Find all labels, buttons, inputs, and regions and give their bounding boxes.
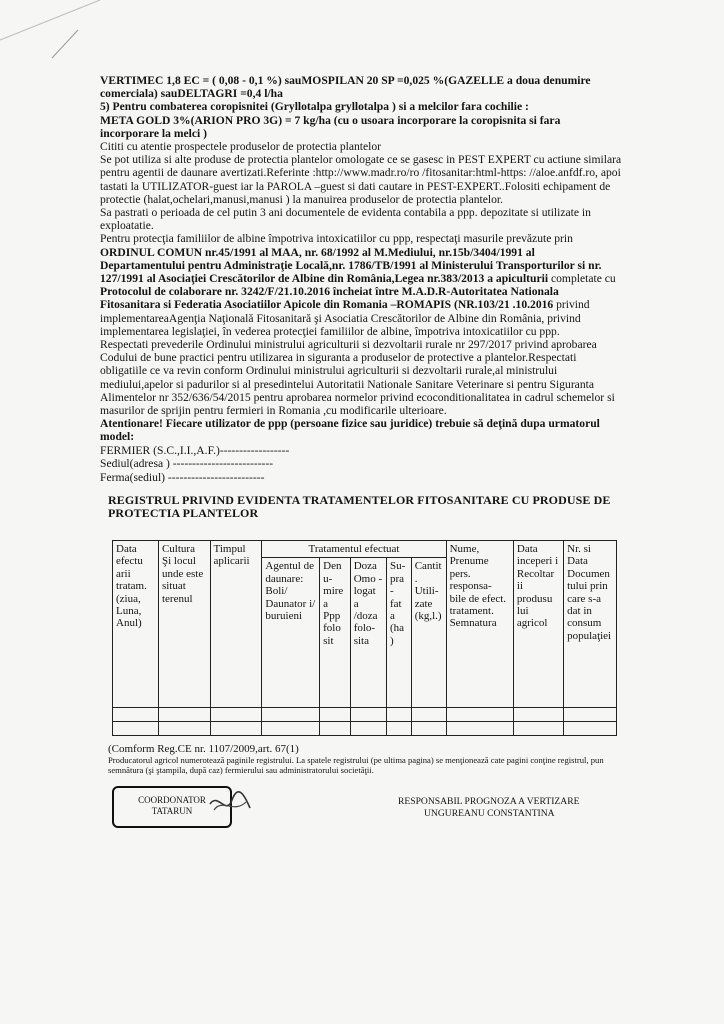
header-timpul-aplicarii: Timpul aplicarii bbox=[210, 541, 262, 708]
read-instructions: Cititi cu atentie prospectele produselor de protectia plantelor bbox=[100, 140, 382, 154]
meta-gold-line: META GOLD 3%(ARION PRO 3G) = 7 kg/ha (cu o usoara incorporare la coropisnita si fara incorporare la melci ) bbox=[100, 113, 561, 140]
header-suprafata: Su- pra - fat a (ha ) bbox=[387, 558, 412, 708]
regulation-reference: (Comform Reg.CE nr. 1107/2009,art. 67(1) bbox=[108, 743, 299, 755]
treatment-register-table bbox=[112, 540, 617, 736]
header-doza: Doza Omo - logat a /doza folo- sita bbox=[350, 558, 386, 708]
responsible-title: RESPONSABIL PROGNOZA A VERTIZARE bbox=[398, 796, 580, 807]
responsible-name: UNGUREANU CONSTANTINA bbox=[424, 807, 555, 819]
ferma-field: Ferma(sediul) ------------------------- bbox=[100, 470, 265, 484]
header-nume-responsabil: Nume, Prenume pers. responsa- bile de efect. tratament. Semnatura bbox=[446, 541, 513, 708]
table-row bbox=[113, 722, 617, 736]
good-practice-paragraph: Respectati prevederile Ordinului ministrului agriculturii si dezvoltarii rurale nr 297/2017 privind aprobarea Codului de bune practici pentru utilizarea in siguranta a produselor de protective a plantelor.Respectati obligatiile ce va revin conform Ordinului ministrului agriculturii si dezvoltarii rurale,al ministrului mediului,apelor si padurilor si al presedintelui Autoritatii Nationale Sanitare Veterinare si pentru Siguranta Alimentelor nr 352/636/54/2015 pentru aprobarea normelor privind ecoconditionalitatea in cadrul schemelor si masurilor de sprijin pentru fermieri in Romania ,cu modificarile ulterioare. bbox=[100, 338, 615, 418]
header-data-efectuarii: Data efectu arii tratam. (ziua, Luna, Anul) bbox=[113, 541, 159, 708]
document-body bbox=[100, 74, 622, 525]
sediul-field: Sediul(adresa ) -------------------------- bbox=[100, 457, 274, 471]
bees-protection-paragraph: Pentru protecţia familiilor de albine împotriva intoxicatiilor cu ppp, respectaţi masurile prevăzute prin ORDINUL COMUN nr.45/1991 al MAA, nr. 68/1992 al M.Mediului, nr.15b/3404/1991 al Departamentului pentru Administraţie Locală,nr. 1786/TB/1991 al Ministerului Transporturilor si nr. 127/1991 al Asociaţiei Crescătorilor de Albine din România,Legea nr.383/2013 a apiculturii completate cu Protocolul de colaborare nr. 3242/F/21.10.2016 încheiat între M.A.D.R-Autoritatea Nationala Fitosanitara si Federatia Asociatiilor Apicole din Romania –ROMAPIS (NR.103/21 .10.2016 privind implementareaAgenţia Naţională Fitosanitară şi Asociatia Crescătorilor de Albine din România, privind implementarea legislaţiei, în vederea protecţiei familiilor de albine, împotriva intoxicatiilor cu ppp. bbox=[100, 232, 616, 338]
records-paragraph: Sa pastrati o perioada de cel putin 3 ani documentele de evidenta contabila a ppp. depozitate si utilizate in exploatatie. bbox=[100, 206, 591, 233]
header-nr-document: Nr. si Data Documen tului prin care s-a dat in consum populaţiei bbox=[564, 541, 617, 708]
page-fold-mark bbox=[0, 0, 120, 80]
register-title: REGISTRUL PRIVIND EVIDENTA TRATAMENTELOR FITOSANITARE CU PRODUSE DE PROTECTIA PLANTELOR bbox=[108, 492, 611, 521]
header-cultura: Cultura Şi locul unde este situat terenul bbox=[158, 541, 210, 708]
header-agentul-de-daunare: Agentul de daunare: Boli/ Daunator i/ buruieni bbox=[262, 558, 320, 708]
header-tratamentul-efectuat: Tratamentul efectuat bbox=[262, 541, 446, 558]
treatment-line-vertimec: VERTIMEC 1,8 EC = ( 0,08 - 0,1 %) sauMOSPILAN 20 SP =0,025 %(GAZELLE a doua denumire comerciala) sauDELTAGRI =0,4 l/ha bbox=[100, 74, 591, 101]
table-row bbox=[113, 708, 617, 722]
header-denumire-ppp: Den u- mire a Ppp folo sit bbox=[320, 558, 351, 708]
attention-notice: Atentionare! Fiecare utilizator de ppp (persoane fizice sau juridice) trebuie să deţină dupa urmatorul model: bbox=[100, 417, 600, 444]
coordinator-stamp: COORDONATOR TATARUN bbox=[112, 786, 232, 828]
header-data-recoltare: Data inceperi i Recoltar ii produsu lui agricol bbox=[513, 541, 563, 708]
numbering-note: Producatorul agricol numerotează paginile registrului. La spatele registrului (pe ultima pagina) se menţionează cate pagini conţine registrul, pun semnătura (şi ştampila, după caz) fermierului sau administratorului societăţii. bbox=[108, 755, 604, 775]
document-footer bbox=[108, 743, 628, 775]
fermier-field: FERMIER (S.C.,I.I.,A.F.)------------------ bbox=[100, 443, 290, 457]
signature-scribble bbox=[208, 790, 252, 820]
responsible-signature-block bbox=[398, 796, 579, 819]
item-5-heading: 5) Pentru combaterea coropisnitei (Gryllotalpa gryllotalpa ) si a melcilor fara cochilie : bbox=[100, 100, 529, 114]
header-cantitate: Cantit . Utili- zate (kg,l.) bbox=[411, 558, 446, 708]
other-products-paragraph: Se pot utiliza si alte produse de protectia plantelor omologate ce se gasesc in PEST EXPERT cu actiune similara pentru agentii de daunare avertizati.Referinte :http://www.madr.ro/ro /fitosanitar:html-https: //aloe.anfdf.ro, apoi tastati la UTILIZATOR-guest iar la PAROLA –guest si dati cautare in PEST-EXPERT..Folositi echipament de protectie (halat,ochelari,manusi,manusi ) la manuirea produselor de protectia plantelor. bbox=[100, 153, 622, 206]
